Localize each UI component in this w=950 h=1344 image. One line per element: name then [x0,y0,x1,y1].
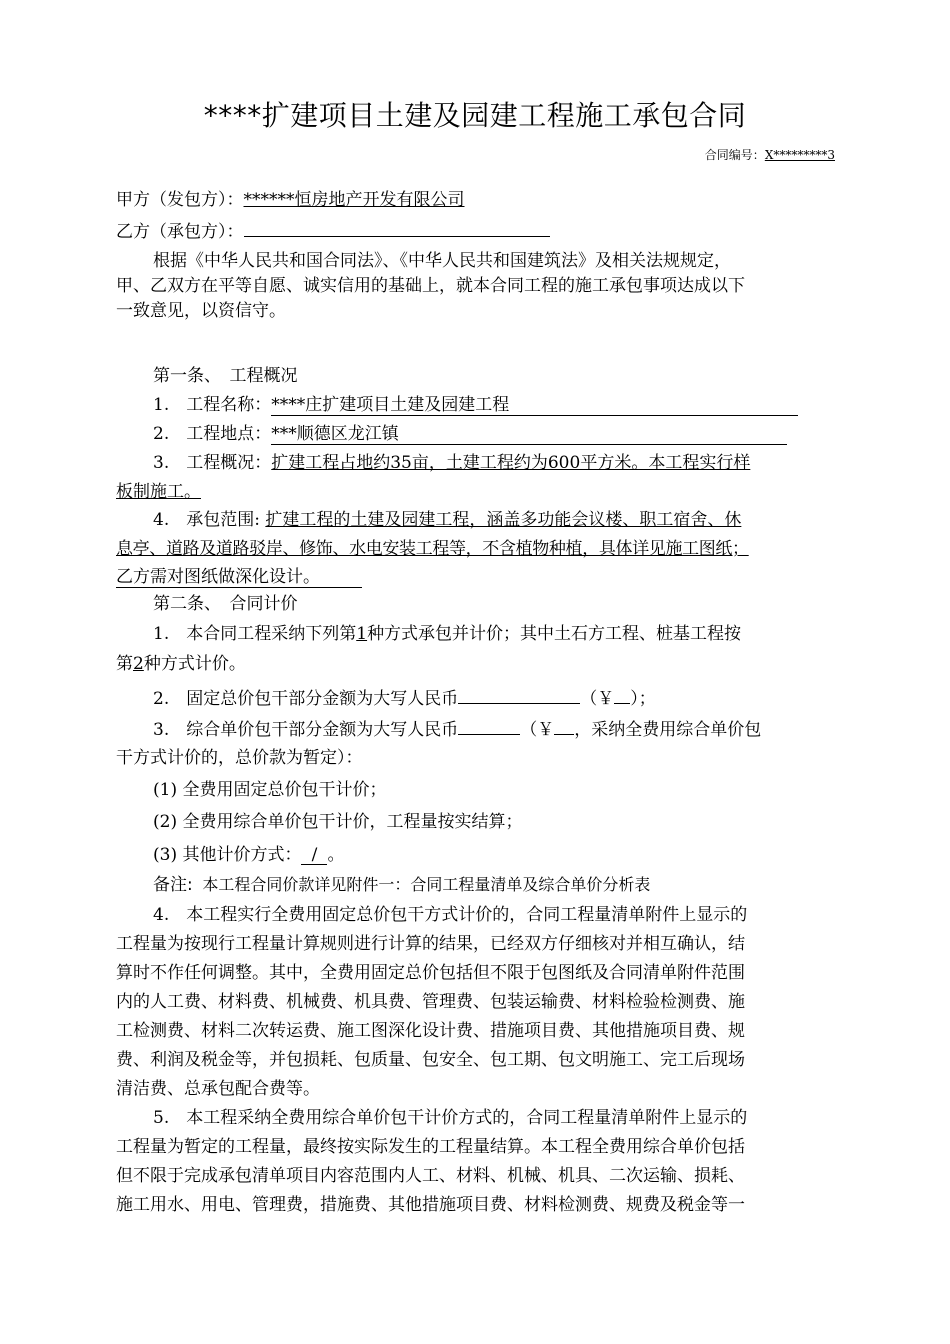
contract-scope-line-2: 息亭、道路及道路驳岸、修饰、水电安装工程等，不含植物种植，具体详见施工图纸； [116,539,749,559]
project-site [153,422,869,446]
party-b [116,218,832,244]
para-4-line-4: 内的人工费、材料费、机械费、机具费、管理费、包装运输费、材料检验检测费、施 [116,992,745,1012]
unit-price-cont: 干方式计价的，总价款为暂定）： [116,748,363,768]
party-a-role: （发包方）： [150,190,244,210]
fixed-price-close: ）； [630,689,656,709]
pricing-option-3-end: 。 [327,845,345,865]
para-4-line-3: 算时不作任何调整。其中，全费用固定总价包括但不限于包图纸及合同清单附件范围 [116,963,745,983]
pricing-option-1: (1) 全费用固定总价包干计价； [153,780,387,800]
unit-price-text: 3. 综合单价包干部分金额为大写人民币 [153,720,459,740]
contract-scope-line-1: 扩建工程的土建及园建工程，涵盖多功能会议楼、职工宿舍、休 [265,510,742,530]
party-a-label: 甲方 [116,190,150,210]
project-site-label: 2. 工程地点： [153,424,272,444]
project-overview-cont [116,480,832,504]
pricing-method-number-2: 2 [133,654,144,674]
party-a-name: ******恒房地产开发有限公司 [243,190,465,210]
para-5-line-4: 施工用水、用电、管理费，措施费、其他措施项目费、材料检测费、规费及税金等一 [116,1195,745,1215]
contract-number [705,146,835,164]
pricing-option-2: (2) 全费用综合单价包干计价，工程量按实结算； [153,812,523,832]
pricing-para-1-text-d: 种方式计价。 [143,654,246,674]
unit-price-yen-blank [554,716,574,735]
remark-label: 备注: [153,875,193,895]
remark-text: 本工程合同价款详见附件一：合同工程量清单及综合单价分析表 [202,875,651,894]
contract-scope-cont-1 [116,537,832,561]
pricing-option-3-value: / [301,846,327,865]
para-4-line-7: 清洁费、总承包配合费等。 [116,1079,320,1099]
contract-number-label: 合同编号： [704,148,765,162]
pricing-method-number-1: 1 [356,624,368,644]
fixed-price-blank [458,685,580,704]
pricing-para-1 [153,622,869,646]
pricing-para-1-text-a: 1. 本合同工程采纳下列第 [153,624,357,644]
project-overview-line-1: 扩建工程占地约35亩，土建工程约为600平方米。本工程实行样 [271,453,751,473]
fixed-price-text: 2. 固定总价包干部分金额为大写人民币 [153,689,459,709]
party-a [116,188,832,212]
pricing-option-3-text: (3) 其他计价方式： [153,845,302,865]
project-overview-label: 3. 工程概况： [153,453,272,473]
para-4-line-5: 工检测费、材料二次转运费、施工图深化设计费、措施项目费、其他措施项目费、规 [116,1021,745,1041]
para-5-line-3: 但不限于完成承包清单项目内容范围内人工、材料、机械、机具、二次运输、损耗、 [116,1166,745,1186]
fixed-price-yen-blank [614,685,630,704]
project-site-value: ***顺德区龙江镇 [271,424,787,445]
unit-price-amount [153,716,869,742]
project-name [153,393,869,417]
party-b-name-blank [244,218,550,237]
article-1-heading: 第一条、 工程概况 [153,366,298,386]
para-5-line-2: 工程量为暂定的工程量，最终按实际发生的工程量结算。本工程全费用综合单价包括 [116,1137,745,1157]
intro-line-3: 一致意见，以资信守。 [116,301,286,321]
project-overview [153,451,869,475]
project-overview-line-2: 板制施工。 [116,482,201,502]
para-5-line-1: 5. 本工程采纳全费用综合单价包干计价方式的，合同工程量清单附件上显示的 [153,1108,748,1128]
contract-scope-cont-2 [116,565,832,589]
remark [153,873,869,897]
party-b-label: 乙方 [116,222,150,242]
party-b-role: （承包方）： [150,222,244,242]
pricing-para-1-text-c: 第 [116,654,133,674]
unit-price-blank [458,716,520,735]
project-name-value: ****庄扩建项目土建及园建工程 [271,395,798,416]
pricing-para-1-text-b: 种方式承包并计价；其中土石方工程、桩基工程按 [367,624,742,644]
intro-line-1: 根据《中华人民共和国合同法》、《中华人民共和国建筑法》及相关法规规定， [153,251,731,271]
contract-scope-label: 4. 承包范围: [153,510,260,530]
contract-scope [153,508,869,532]
fixed-price-amount [153,685,869,711]
pricing-para-1-cont [116,652,832,676]
contract-number-value: X*********3 [764,148,835,162]
article-2-heading: 第二条、 合同计价 [153,594,298,614]
intro-line-2: 甲、乙双方在平等自愿、诚实信用的基础上，就本合同工程的施工承包事项达成以下 [116,276,745,296]
pricing-option-3 [153,843,869,867]
unit-price-yen: （￥ [520,720,555,740]
fixed-price-yen: （￥ [580,689,615,709]
document-title: ****扩建项目土建及园建工程施工承包合同 [203,99,747,132]
project-name-label: 1. 工程名称： [153,395,272,415]
unit-price-text-c: ，采纳全费用综合单价包 [574,720,762,740]
para-4-line-2: 工程量为按现行工程量计算规则进行计算的结果，已经双方仔细核对并相互确认，结 [116,934,745,954]
para-4-line-6: 费、利润及税金等，并包损耗、包质量、包安全、包工期、包文明施工、完工后现场 [116,1050,745,1070]
contract-scope-line-3: 乙方需对图纸做深化设计。 [116,567,362,588]
para-4-line-1: 4. 本工程实行全费用固定总价包干方式计价的，合同工程量清单附件上显示的 [153,905,748,925]
